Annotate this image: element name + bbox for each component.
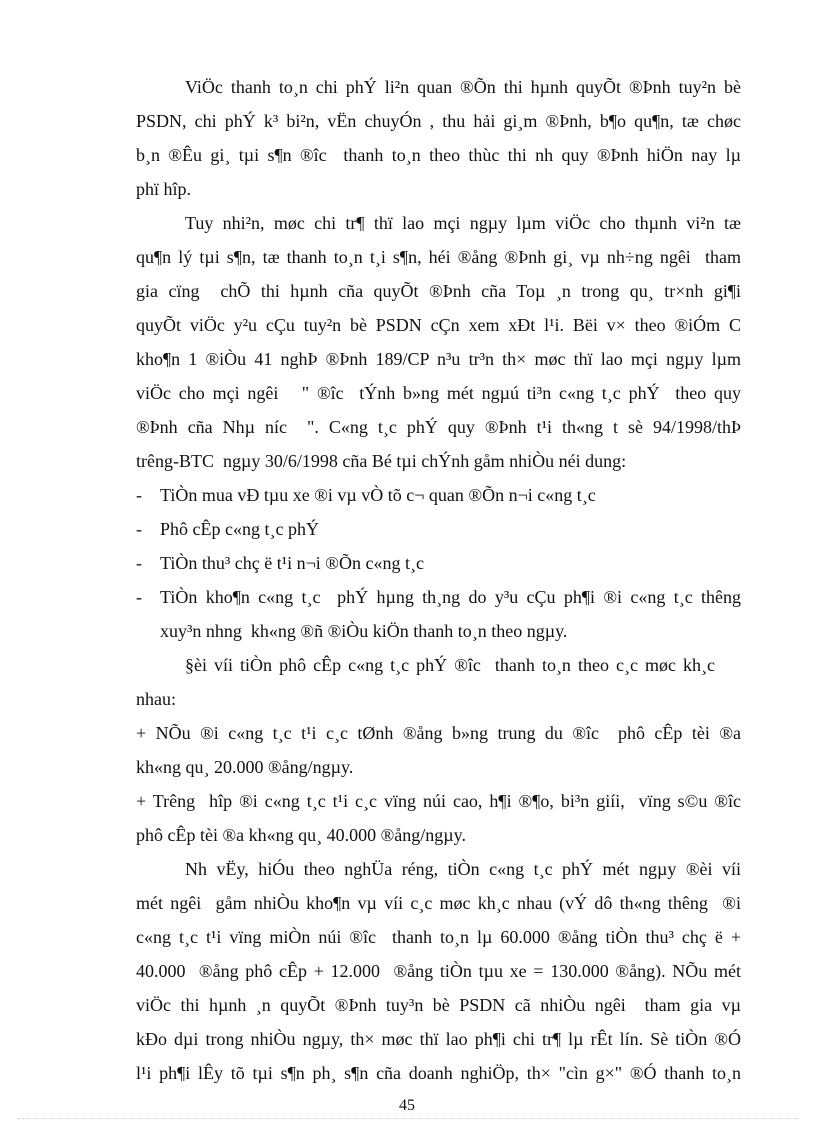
body-line: + NÕu ®i c«ng t¸c t¹i c¸c tØnh ®ång b»ng trung du ®îc phô cÊp tèi ®a	[136, 723, 741, 743]
body-line: 40.000 ®ång phô cÊp + 12.000 ®ång tiÒn tµu xe = 130.000 ®ång). NÕu mét	[136, 961, 741, 981]
bullet-marker: -	[136, 485, 142, 505]
body-line: c«ng t¸c t¹i vïng miÒn núi ®îc thanh to¸n lµ 60.000 ®ång tiÒn thu³ chç ë +	[136, 927, 741, 947]
body-line: PSDN, chi phÝ k³ bi²n, vËn chuyÓn , thu hải gi¸m ®Þnh, b¶o qu¶n, tæ chøc	[136, 111, 741, 131]
body-line: l¹i ph¶i lÊy tõ tµi s¶n ph¸ s¶n cña doanh nghiÖp, th× "cìn g×" ®Ó thanh to¸n	[136, 1063, 741, 1083]
body-line: phô cÊp tèi ®a kh«ng qu¸ 40.000 ®ång/ngµy.	[136, 825, 467, 845]
list-item: xuy³n nhng kh«ng ®ñ ®iÒu kiÖn thanh to¸n theo ngµy.	[160, 621, 568, 641]
bullet-marker: -	[136, 519, 142, 539]
bullet-marker: -	[136, 553, 142, 573]
body-line: kh«ng qu¸ 20.000 ®ång/ngµy.	[136, 757, 354, 777]
body-line: nhau:	[136, 689, 176, 709]
body-line: phï hîp.	[136, 179, 192, 199]
body-line: qu¶n lý tµi s¶n, tæ thanh to¸n t¸i s¶n, héi ®ång ®Þnh gi¸ vµ nh÷ng ngêi tham	[136, 247, 741, 267]
bullet-marker: -	[136, 587, 142, 607]
body-line: ®Þnh cña Nhµ níc ". C«ng t¸c phÝ quy ®Þnh t¹i th«ng t sè 94/1998/thÞ	[136, 417, 741, 437]
list-item: Phô cÊp c«ng t¸c phÝ	[160, 519, 319, 539]
body-line: Tuy nhi²n, møc chi tr¶ thï lao mçi ngµy lµm viÖc cho thµnh vi²n tæ	[185, 213, 741, 233]
page-number: 45	[399, 1097, 415, 1114]
footer-rule	[18, 1118, 798, 1119]
body-line: + Trêng hîp ®i c«ng t¸c t¹i c¸c vïng núi cao, h¶i ®¶o, bi³n giíi, vïng s©u ®îc	[136, 791, 741, 811]
body-line: kho¶n 1 ®iÒu 41 nghÞ ®Þnh 189/CP n³u tr³n th× møc thï lao mçi ngµy lµm	[136, 349, 741, 369]
body-line: §èi víi tiÒn phô cÊp c«ng t¸c phÝ ®îc thanh to¸n theo c¸c møc kh¸c	[185, 655, 715, 675]
body-line: gia cïng chÕ thi hµnh cña quyÕt ®Þnh cña Toµ ¸n trong qu¸ tr×nh gi¶i	[136, 281, 741, 301]
body-line: Nh vËy, hiÓu theo nghÜa réng, tiÒn c«ng t¸c phÝ mét ngµy ®èi víi	[185, 859, 741, 879]
body-line: viÖc thi hµnh ¸n quyÕt ®Þnh tuy³n bè PSDN cã nhiÒu ngêi tham gia vµ	[136, 995, 741, 1015]
list-item: TiÒn kho¶n c«ng t¸c phÝ hµng th¸ng do y³u cÇu ph¶i ®i c«ng t¸c thêng	[160, 587, 741, 607]
list-item: TiÒn thu³ chç ë t¹i n¬i ®Õn c«ng t¸c	[160, 553, 424, 573]
body-line: quyÕt viÖc y²u cÇu tuy²n bè PSDN cÇn xem xÐt l¹i. Bëi v× theo ®iÓm C	[136, 315, 741, 335]
list-item: TiÒn mua vÐ tµu xe ®i vµ vÒ tõ c¬ quan ®Õn n¬i c«ng t¸c	[160, 485, 596, 505]
body-line: ViÖc thanh to¸n chi phÝ li²n quan ®Õn thi hµnh quyÕt ®Þnh tuy²n bè	[185, 77, 741, 97]
body-line: trêng-BTC ngµy 30/6/1998 cña Bé tµi chÝnh gåm nhiÒu néi dung:	[136, 451, 627, 471]
body-line: kÐo dµi trong nhiÒu ngµy, th× møc thï lao ph¶i chi tr¶ lµ rÊt lín. Sè tiÒn ®Ó	[136, 1029, 741, 1049]
body-line: viÖc cho mçi ngêi " ®îc tÝnh b»ng mét ngµú ti³n c«ng t¸c phÝ theo quy	[136, 383, 741, 403]
body-line: mét ngêi gåm nhiÒu kho¶n vµ víi c¸c møc kh¸c nhau (vÝ dô th«ng thêng ®i	[136, 893, 741, 913]
body-line: b¸n ®Êu gi¸ tµi s¶n ®îc thanh to¸n theo thùc thi nh quy ®Þnh hiÖn nay lµ	[136, 145, 741, 165]
